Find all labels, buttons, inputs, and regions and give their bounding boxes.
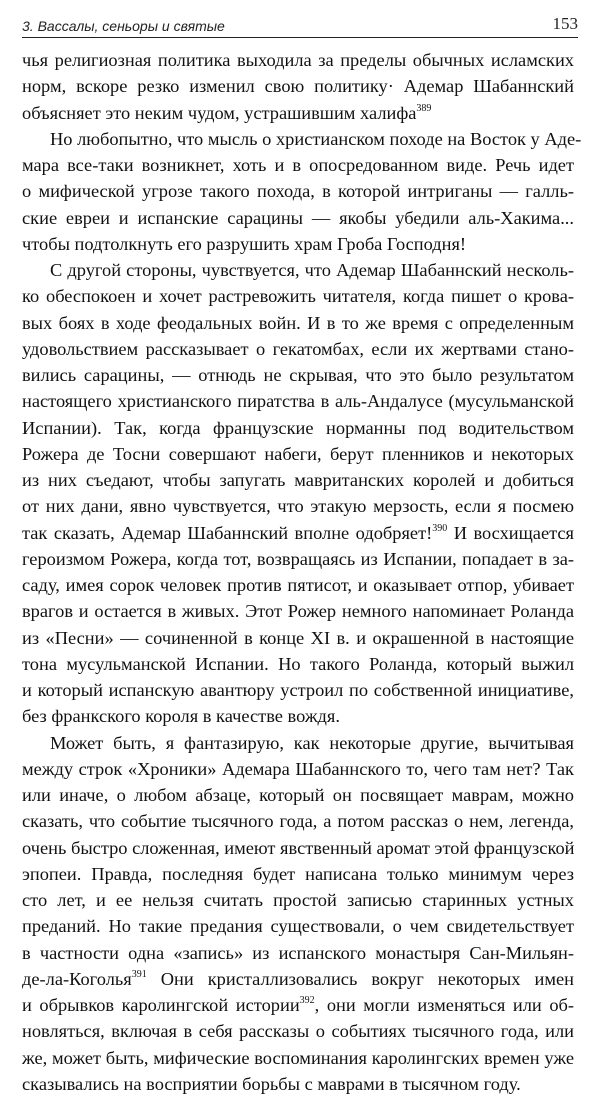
line-text: героизмом Рожера, когда тот, возвращаясь из Испании, попадает в за- <box>22 549 574 569</box>
text-line <box>22 73 574 99</box>
footnote-ref: 391 <box>132 969 147 980</box>
paragraph <box>22 730 574 1097</box>
line-text-after: И восхищается <box>447 523 574 543</box>
line-text: настоящего христианского пиратства в аль-Андалусе (мусульманской <box>22 391 574 411</box>
line-text: без франкского короля в качестве вождя. <box>22 706 340 726</box>
line-text: же, может быть, мифические воспоминания каролингских времен уже <box>22 1048 574 1068</box>
line-text: новляться, включая в себя рассказы о событиях тысячного года, или <box>22 1021 574 1041</box>
line-text: тона мусульманской Испании. Но такого Роланда, который выжил <box>22 654 574 674</box>
text-line <box>22 1018 574 1044</box>
text-line <box>22 887 574 913</box>
footnote-ref: 392 <box>300 995 315 1006</box>
text-line <box>22 257 574 283</box>
text-line <box>22 283 574 309</box>
line-text: норм, вскоре резко изменил свою политику· Адемар Шабаннский <box>22 76 574 96</box>
line-text: врагов и остается в живых. Этот Рожер немного напоминает Роланда <box>22 601 574 621</box>
line-text: и который испанскую авантюру устроил по собственной инициативе, <box>22 680 574 700</box>
line-text: эпопеи. Правда, последняя будет написана только минимум через <box>22 864 574 884</box>
text-line <box>22 231 574 257</box>
line-text: де-ла-Коголья <box>22 969 132 989</box>
page-number: 153 <box>553 14 579 34</box>
text-line <box>22 310 574 336</box>
text-line <box>22 362 574 388</box>
line-text: Рожера де Тосни совершают набеги, берут пленников и некоторых <box>22 444 574 464</box>
text-line <box>22 861 574 887</box>
line-text: очень быстро сложенная, имеют явственный аромат этой французской <box>22 838 575 858</box>
line-text: вились сарацины, — отнюдь не скрывая, что это было результатом <box>22 365 574 385</box>
text-line <box>22 808 574 834</box>
line-text: или иначе, о любом абзаце, который он посвящает маврам, можно <box>22 785 574 805</box>
line-text: Испании). Так, когда французские норманны под водительством <box>22 418 574 438</box>
text-line <box>22 100 574 126</box>
text-line <box>22 782 574 808</box>
text-line <box>22 126 574 152</box>
paragraph <box>22 257 574 730</box>
text-line <box>22 415 574 441</box>
text-line <box>22 546 574 572</box>
line-text: ские евреи и испанские сарацины — якобы убедили аль-Хакима... <box>22 208 574 228</box>
text-line <box>22 178 574 204</box>
text-line <box>22 1045 574 1071</box>
line-text: от них дани, явно чувствуется, что этакую мерзость, если я посмею <box>22 496 574 516</box>
line-text: между строк «Хроники» Адемара Шабаннского то, чего там нет? Так <box>22 759 574 779</box>
paragraph <box>22 126 574 257</box>
line-text: о мифической угрозе такого похода, в которой интриганы — галль- <box>22 181 574 201</box>
text-line <box>22 572 574 598</box>
line-text: С другой стороны, чувствуется, что Адемар Шабаннский несколь- <box>50 260 574 280</box>
text-line <box>22 152 574 178</box>
line-text: преданий. Но такие предания существовали, о чем свидетельствует <box>22 916 574 936</box>
text-line <box>22 992 574 1018</box>
paragraph <box>22 47 574 126</box>
line-text: сказать, что событие тысячного года, а потом рассказ о нем, легенда, <box>22 811 574 831</box>
text-line <box>22 835 574 861</box>
text-line <box>22 598 574 624</box>
footnote-ref: 389 <box>416 103 431 114</box>
line-text: вых боях в ходе феодальных войн. И в то же время с определенным <box>22 313 574 333</box>
text-line <box>22 651 574 677</box>
text-line <box>22 703 574 729</box>
line-text: чтобы подтолкнуть его разрушить храм Гроба Господня! <box>22 234 466 254</box>
line-text: объясняет это неким чудом, устрашившим халифа <box>22 103 416 123</box>
text-line <box>22 625 574 651</box>
line-text: Может быть, я фантазирую, как некоторые другие, вычитывая <box>50 733 574 753</box>
line-text-after: , они могли изменяться или об- <box>315 995 574 1015</box>
text-line <box>22 336 574 362</box>
text-line <box>22 966 574 992</box>
text-line <box>22 730 574 756</box>
text-line <box>22 205 574 231</box>
text-line <box>22 467 574 493</box>
line-text: удовольствием рассказывает о гекатомбах, если их жертвами стано- <box>22 339 574 359</box>
text-line <box>22 47 574 73</box>
text-line <box>22 1071 574 1097</box>
line-text: и обрывков каролингской истории <box>22 995 300 1015</box>
footnote-ref: 390 <box>432 523 447 534</box>
running-head: 3. Вассалы, сеньоры и святые <box>22 18 225 34</box>
text-line <box>22 520 574 546</box>
line-text: из них съедают, чтобы запугать мавританских королей и добиться <box>22 470 574 490</box>
line-text: саду, имея сорок человек против пятисот, и оказывает отпор, убивает <box>22 575 574 595</box>
line-text: ко обеспокоен и хочет растревожить читателя, когда пишет о крова- <box>22 286 574 306</box>
line-text: так сказать, Адемар Шабаннский вполне одобряет! <box>22 523 432 543</box>
line-text-after: Они кристаллизовались вокруг некоторых имен <box>147 969 574 989</box>
text-line <box>22 388 574 414</box>
text-line <box>22 441 574 467</box>
line-text: из «Песни» — сочиненной в конце XI в. и окрашенной в настоящие <box>22 628 574 648</box>
line-text: чья религиозная политика выходила за пределы обычных исламских <box>22 50 574 70</box>
text-line <box>22 913 574 939</box>
line-text: в частности одна «запись» из испанского монастыря Сан-Мильян- <box>22 943 574 963</box>
line-text: Но любопытно, что мысль о христианском походе на Восток у Аде- <box>50 129 581 149</box>
line-text: мара все-таки возникнет, хоть и в опосредованном виде. Речь идет <box>22 155 574 175</box>
text-line <box>22 756 574 782</box>
line-text: сто лет, и ее нельзя считать простой записью старинных устных <box>22 890 574 910</box>
body-text <box>22 47 574 1097</box>
text-line <box>22 677 574 703</box>
line-text: сказывались на восприятии борьбы с маврами в тысячном году. <box>22 1074 521 1094</box>
page-header <box>22 8 578 38</box>
text-line <box>22 493 574 519</box>
